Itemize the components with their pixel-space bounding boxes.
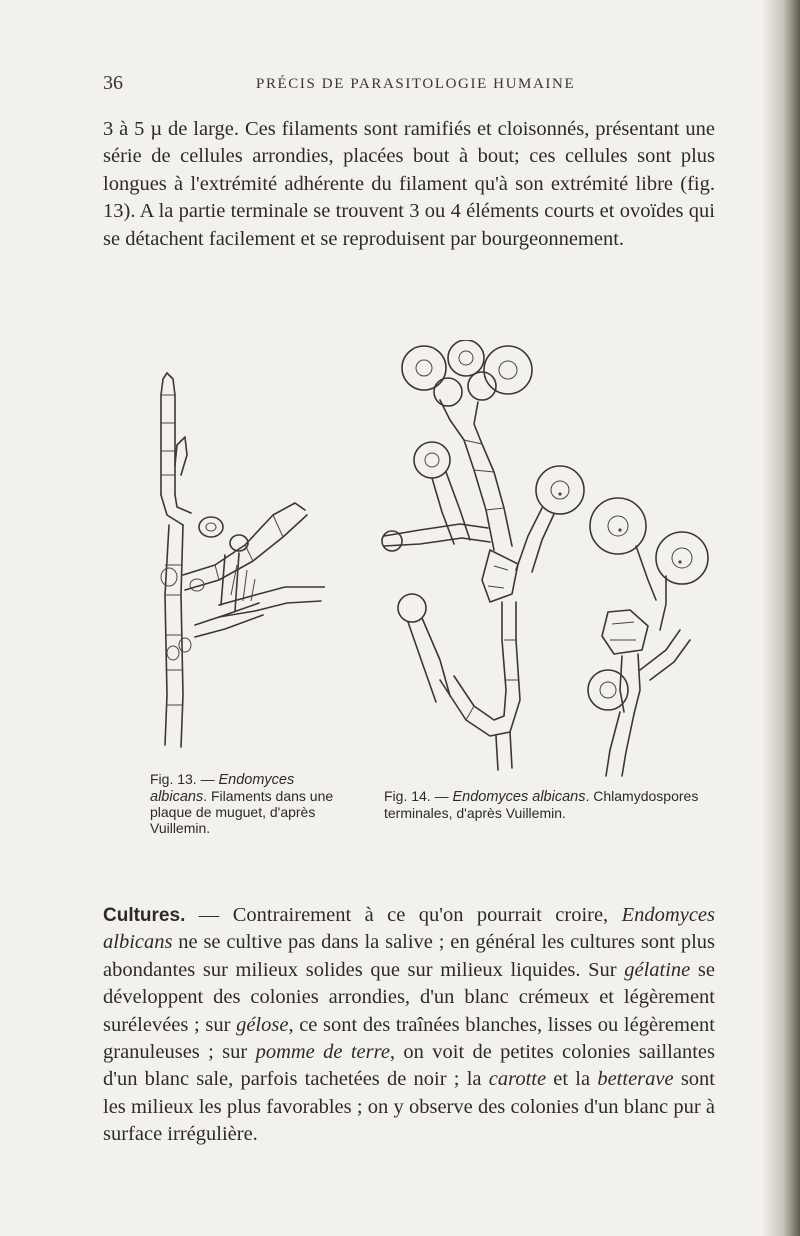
caption-14-description: Chlamydospores terminales, d'après Vuillemin. xyxy=(384,788,699,821)
caption-13-species: Endomyces albicans xyxy=(150,772,295,805)
figure-13-illustration xyxy=(155,365,325,765)
running-header xyxy=(0,72,800,102)
cultures-text-2: ne se cultive pas dans la salive ; en général les cultures sont plus abondantes sur milieux solides que sur milieux liquides. Sur xyxy=(103,931,715,981)
cultures-text-4: , ce sont des traînées blanches, lisses ou légèrement granuleuses ; sur xyxy=(103,1013,715,1064)
caption-14-label: Fig. 14. xyxy=(384,788,431,804)
cultures-species: Endomyces albicans xyxy=(103,904,715,954)
running-title: PRÉCIS DE PARASITOLOGIE HUMAINE xyxy=(256,76,576,92)
page-number: 36 xyxy=(103,72,123,94)
caption-13-description: Filaments dans une plaque de muguet, d'après Vuillemin. xyxy=(150,787,334,836)
figure-14-illustration xyxy=(370,340,730,780)
medium-carotte: carotte xyxy=(488,1068,547,1091)
paragraph-cultures xyxy=(103,902,715,1149)
cultures-text-7: sont les milieux les plus favorables ; on y observe des colonies d'un blanc pur à surface irrégulière. xyxy=(103,1068,715,1146)
filament-drawing xyxy=(155,365,325,765)
caption-figure-13: Fig. 13. — Endomyces albicans. Filaments dans une plaque de muguet, d'après Vuillemin. xyxy=(150,771,334,836)
caption-13-label: Fig. 13. xyxy=(150,771,197,787)
cultures-heading: Cultures. xyxy=(103,905,186,926)
medium-pomme-de-terre: pomme de terre xyxy=(255,1041,390,1064)
caption-14-species: Endomyces albicans xyxy=(452,789,586,805)
chlamydospore-drawing xyxy=(370,340,730,780)
paragraph-filaments: 3 à 5 µ de large. Ces filaments sont ramifiés et cloisonnés, présentant une série de cellules arrondies, placées bout à bout; ces cellules sont plus longues à l'extrémité adhérente du filament qu'à son extrémité libre (fig. 13). A la partie terminale se trouvent 3 ou 4 éléments courts et ovoïdes qui se détachent facilement et se reproduisent par bourgeonnement. xyxy=(103,118,715,250)
cultures-text-3: se développent des colonies arrondies, d'un blanc crémeux et légèrement surélevées ; sur xyxy=(103,958,715,1036)
medium-betterave: betterave xyxy=(597,1068,674,1091)
cultures-text-6: et la xyxy=(546,1068,598,1091)
medium-gelatine: gélatine xyxy=(624,958,691,981)
cultures-text-5: , on voit de petites colonies saillantes d'un blanc sale, parfois tachetées de noir ; la xyxy=(103,1041,715,1091)
cultures-text-1: — Contrairement à ce qu'on pourrait croire, xyxy=(185,904,622,926)
page-edge-shadow xyxy=(762,0,800,1236)
caption-figure-14: Fig. 14. — Endomyces albicans. Chlamydospores terminales, d'après Vuillemin. xyxy=(384,788,699,821)
medium-gelose: gélose xyxy=(236,1013,289,1036)
